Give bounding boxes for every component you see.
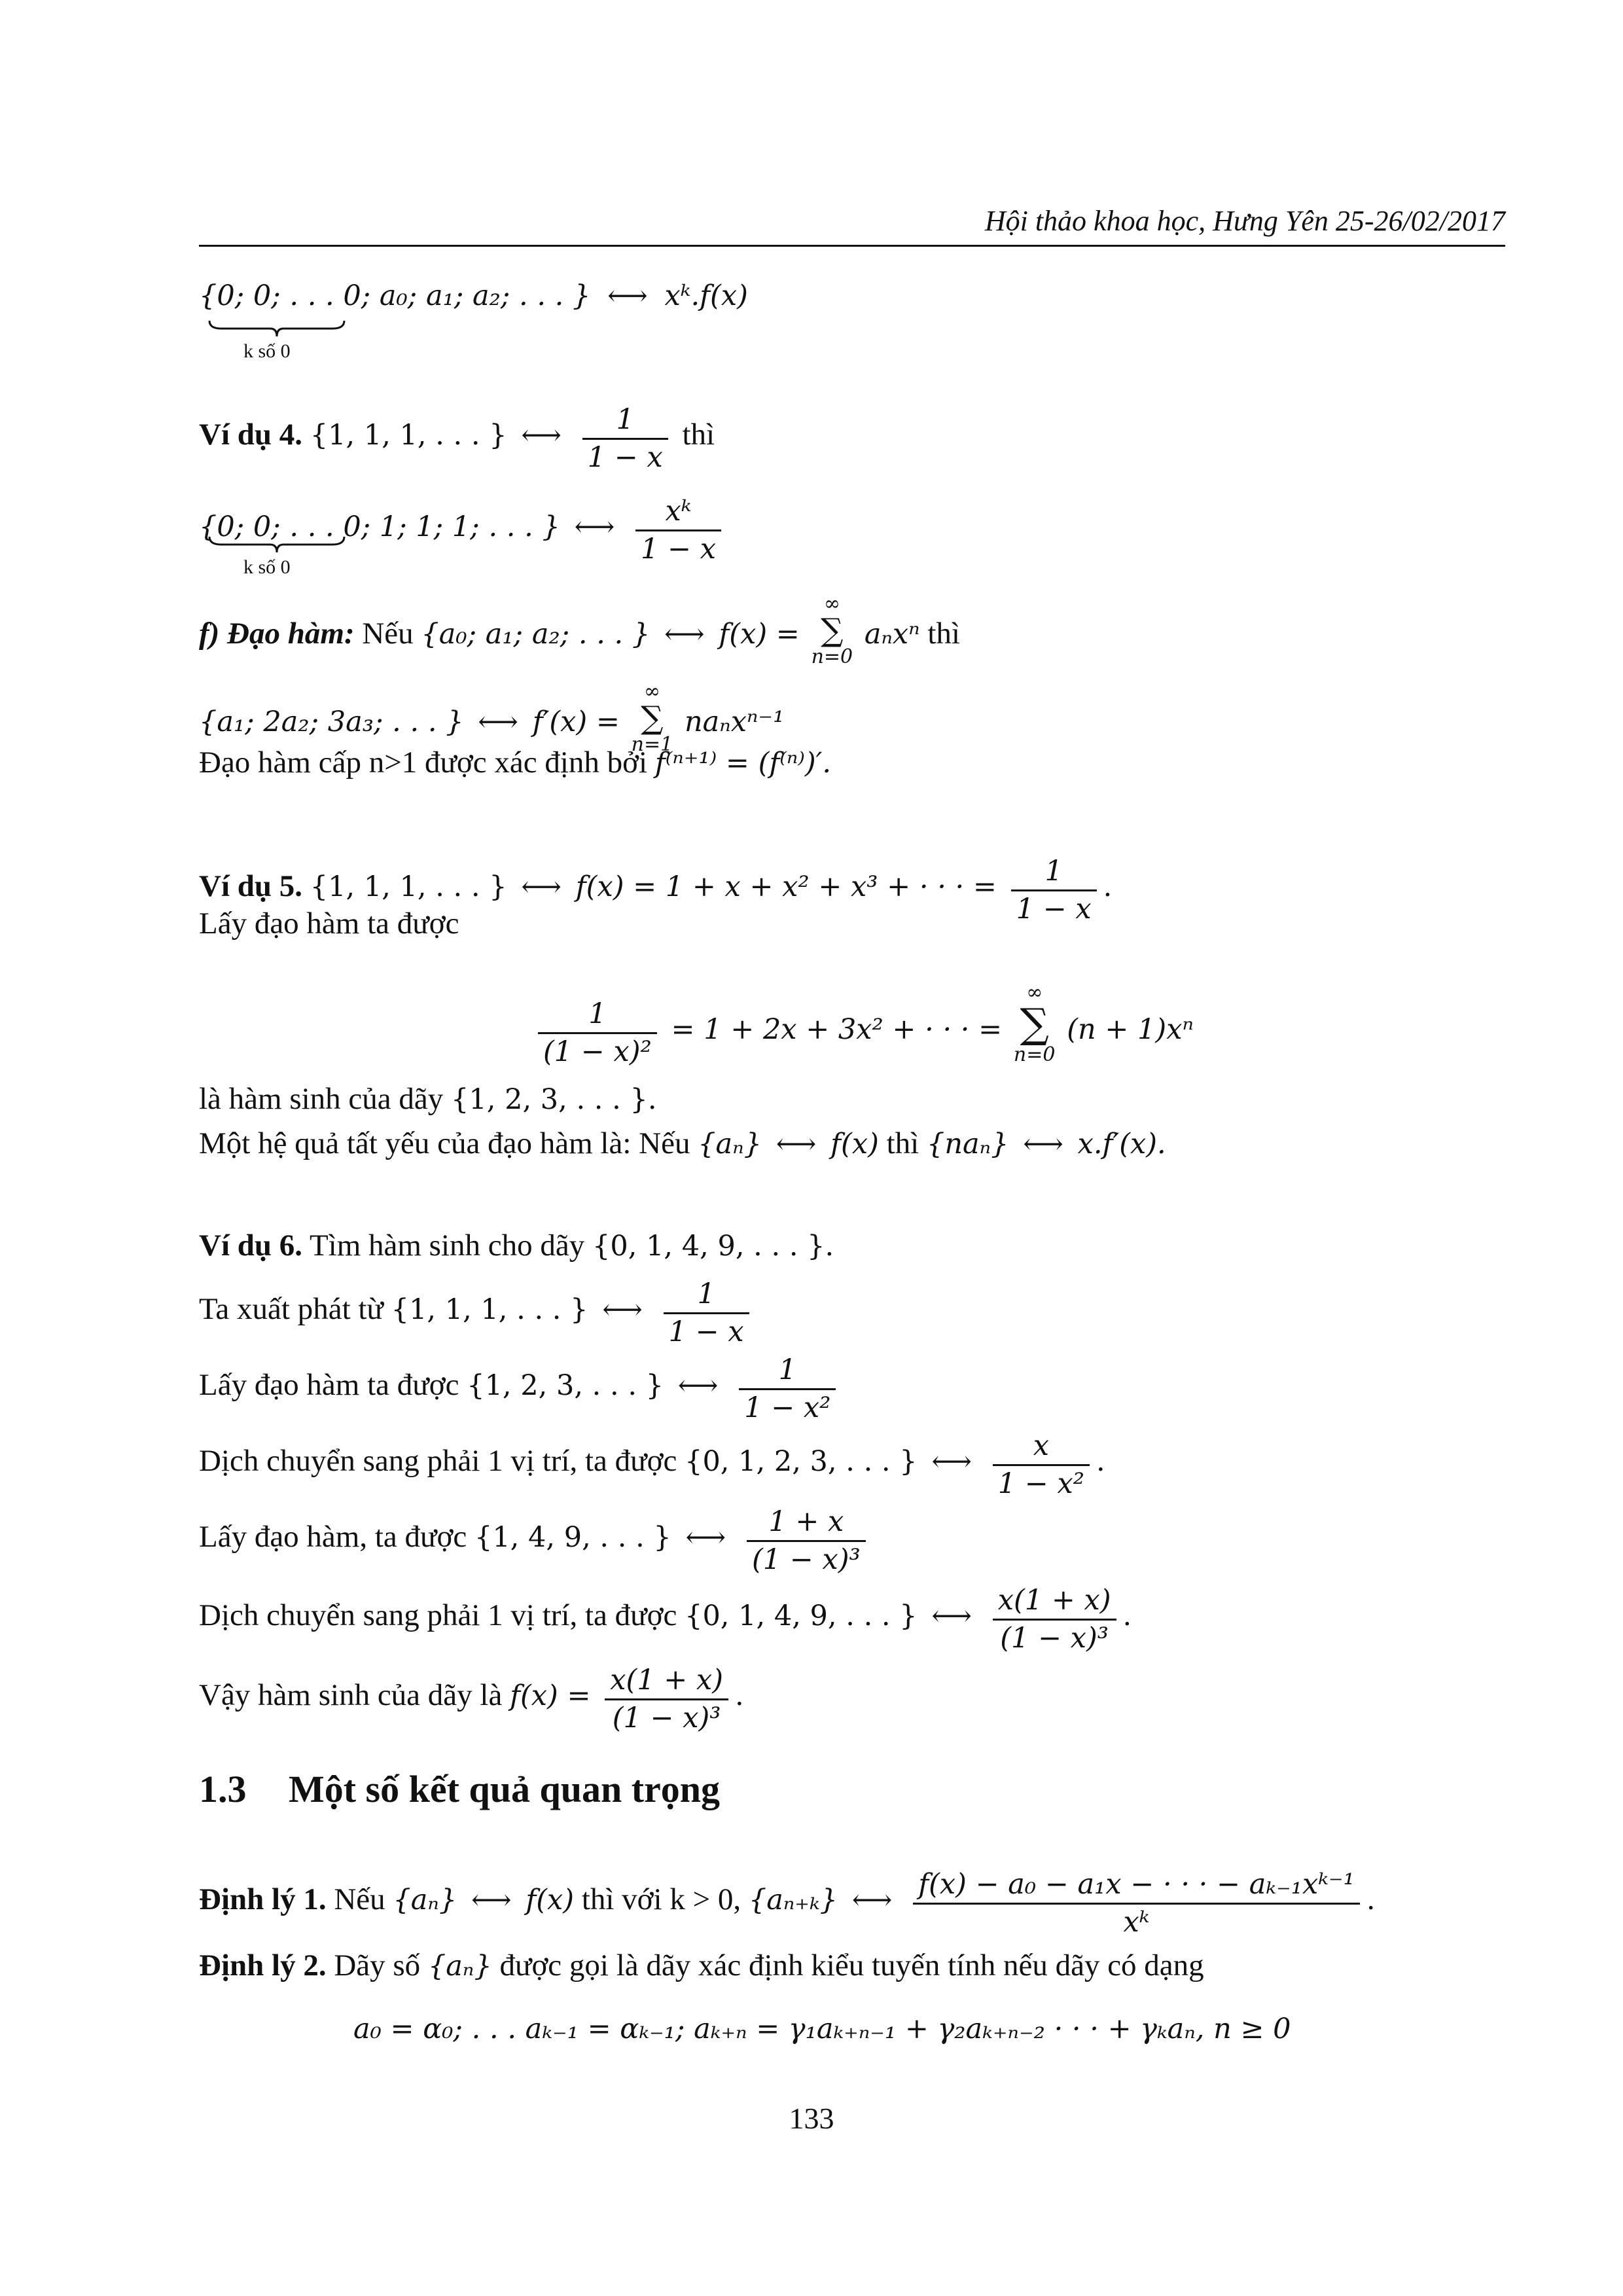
underbrace-icon [208,535,346,555]
step-text: Lấy đạo hàm ta được [199,1368,459,1402]
example6-intro: Tìm hàm sinh cho dãy [309,1229,585,1263]
shift-rule-lhs: {0; 0; . . . 0; a₀; a₁; a₂; . . . } [199,279,591,312]
underbrace-icon [208,319,346,339]
period: . [1096,1445,1105,1478]
derivative-line2 [199,681,784,755]
fraction-numerator: x [993,1432,1090,1466]
example6-intro-seq: {0, 1, 4, 9, . . . }. [592,1230,834,1263]
fraction-denominator: 1 − x [587,441,663,474]
step-fraction [739,1356,836,1422]
example4-line [199,403,715,474]
example5-line4-na: {naₙ} [926,1128,1009,1160]
arrow-symbol: ⟷ [1023,1128,1063,1160]
fraction-denominator: (1 − x)³ [751,1543,861,1576]
arrow-symbol: ⟷ [851,1884,893,1916]
fraction-numerator: 1 [582,406,668,440]
example4-fraction2 [635,497,721,564]
period: . [1366,1884,1376,1916]
theorem2-text2: được gọi là dãy xác định kiểu tuyến tính nếu dãy có dạng [499,1948,1204,1982]
theorem1-label: Định lý 1. [199,1882,327,1916]
example6-label: Ví dụ 6. [199,1229,303,1263]
example5-label: Ví dụ 5. [199,869,303,903]
arrow-symbol: ⟷ [685,1521,726,1554]
theorem1-shifted-seq: {aₙ₊ₖ} [748,1884,838,1916]
sum-lower: n=0 [811,645,853,668]
example5-line2: Lấy đạo hàm ta được [199,906,459,941]
step-text: Lấy đạo hàm, ta được [199,1520,467,1554]
arrow-symbol: ⟷ [677,1369,719,1402]
derivative-higher-formula: f⁽ⁿ⁺¹⁾ = (f⁽ⁿ⁾)′. [654,747,832,780]
derivative-term: aₙxⁿ [864,618,920,651]
example5-line4-text1: Một hệ quả tất yếu của đạo hàm là: Nếu [199,1126,690,1160]
derivative-text: Nếu [362,617,414,651]
arrow-symbol: ⟷ [664,618,705,651]
example5-fraction [1011,857,1097,924]
step-text: Ta xuất phát từ [199,1292,383,1326]
derivative-line [199,593,960,668]
example6-step6 [199,1666,744,1732]
arrow-symbol: ⟷ [478,706,518,738]
example6-line [199,1230,834,1261]
sum-symbol: ∞ ∑ n=0 [1013,981,1056,1066]
running-header: Hội thảo khoa học, Hưng Yên 25-26/02/2017 [984,205,1505,237]
step-fraction [747,1505,866,1576]
step-fraction [993,1429,1090,1500]
step-text: Dịch chuyển sang phải 1 vị trí, ta được [199,1598,677,1632]
example5-line4-text2: thì [886,1126,919,1160]
step-text: Dịch chuyển sang phải 1 vị trí, ta được [199,1444,677,1478]
sum-lower: n=0 [1013,1043,1056,1066]
underbrace-label: k số 0 [243,556,291,578]
period: . [1103,870,1113,903]
example4-fraction [582,403,668,474]
example5-line4-f: f(x) [830,1128,879,1160]
sum-upper: ∞ [643,680,660,703]
example5-display-equation [531,982,1194,1066]
theorem1-f: f(x) [526,1884,575,1916]
fraction-denominator: 1 − x [640,533,716,565]
theorem2-line [199,1950,1204,1981]
example6-step1 [199,1280,756,1346]
fraction-denominator: 1 − x [668,1316,744,1348]
arrow-symbol: ⟷ [602,1293,643,1326]
example5-line4-res: x.f′(x). [1077,1128,1166,1160]
sum-upper: ∞ [1026,981,1043,1004]
fraction-numerator: f(x) − a₀ − a₁x − · · · − aₖ₋₁xᵏ⁻¹ [913,1871,1360,1905]
fraction-numerator: 1 [538,1000,657,1034]
step-seq: {0, 1, 4, 9, . . . } [685,1600,918,1632]
step-text: Vậy hàm sinh của dãy là [199,1678,503,1712]
fraction-numerator: 1 [1011,857,1097,891]
fraction-denominator: (1 − x)³ [1000,1622,1109,1655]
fraction-numerator: 1 [739,1356,836,1390]
arrow-symbol: ⟷ [931,1445,972,1478]
arrow-symbol: ⟷ [521,419,562,452]
display-fraction [538,997,657,1068]
step-fraction [993,1584,1116,1655]
example5-line3-text: là hàm sinh của dãy [199,1082,444,1116]
display-expr: = 1 + 2x + 3x² + · · · = [671,1013,1003,1046]
derivative-fx: f(x) = [719,618,800,651]
derivative-label: f) Đạo hàm: [199,617,355,651]
step-seq: {1, 2, 3, . . . } [467,1369,664,1402]
fraction-denominator: 1 − x² [744,1391,831,1424]
derivative-seq: {a₀; a₁; a₂; . . . } [421,618,651,651]
derivative-seq2: {a₁; 2a₂; 3a₃; . . . } [199,706,464,738]
example4-seq2: {0; 0; . . . 0; 1; 1; 1; . . . } [199,511,560,543]
example4-tail: thì [682,418,715,452]
shift-rule-rhs: xᵏ.f(x) [664,279,748,312]
fraction-denominator: (1 − x)² [543,1035,652,1068]
fraction-numerator: 1 + x [747,1508,866,1542]
theorem1-text1: Nếu [334,1882,385,1916]
example5-line3 [199,1084,657,1115]
derivative-fpx: f′(x) = [532,706,620,738]
example4-label: Ví dụ 4. [199,418,303,452]
theorem1-text2: thì với k > 0, [581,1882,741,1916]
arrow-symbol: ⟷ [521,870,562,903]
derivative-term2: naₙxⁿ⁻¹ [684,706,785,738]
theorem2-label: Định lý 2. [199,1948,327,1982]
step-f: f(x) = [510,1679,591,1712]
fraction-numerator: xᵏ [635,497,721,531]
step-fraction [605,1666,728,1732]
fraction-numerator: 1 [664,1280,749,1314]
fraction-numerator: x(1 + x) [605,1666,728,1700]
section-heading [199,1767,720,1811]
sum-upper: ∞ [823,592,840,615]
arrow-symbol: ⟷ [931,1600,972,1632]
derivative-tail: thì [927,617,960,651]
theorem2-seq: {aₙ} [427,1950,492,1982]
section-number: 1.3 [199,1768,247,1810]
example6-step2 [199,1356,842,1422]
step-seq: {1, 1, 1, . . . } [391,1293,588,1326]
example5-line4-a: {aₙ} [698,1128,762,1160]
fraction-denominator: 1 − x² [997,1467,1084,1500]
derivative-higher-text: Đạo hàm cấp n>1 được xác định bởi [199,745,648,780]
theorem1-seq: {aₙ} [393,1884,457,1916]
example5-expr: f(x) = 1 + x + x² + x³ + · · · = [575,870,997,903]
example5-line4 [199,1128,1166,1159]
example5-line3-seq: {1, 2, 3, . . . }. [451,1083,657,1116]
underbrace-label: k số 0 [243,340,291,362]
period: . [735,1679,744,1712]
fraction-denominator: xᵏ [1123,1906,1150,1939]
section-title: Một số kết quả quan trọng [289,1768,721,1810]
header-rule [199,245,1505,247]
theorem2-formula: a₀ = α₀; . . . aₖ₋₁ = αₖ₋₁; aₖ₊ₙ = γ₁aₖ₊ₙ₋₁ + γ₂aₖ₊ₙ₋₂ · · · + γₖaₙ, n ≥ 0 [353,2013,1291,2045]
arrow-symbol: ⟷ [574,511,615,543]
display-term: (n + 1)xⁿ [1067,1013,1194,1046]
theorem1-line [199,1868,1376,1939]
page-number: 133 [789,2102,834,2135]
arrow-symbol: ⟷ [776,1128,817,1160]
theorem2-text1: Dãy số [334,1948,421,1982]
step-seq: {0, 1, 2, 3, . . . } [685,1445,918,1478]
shift-rule-line [199,280,748,311]
example4-seq: {1, 1, 1, . . . } [310,419,507,452]
example5-seq: {1, 1, 1, . . . } [310,870,507,903]
derivative-higher-line [199,747,831,778]
arrow-symbol: ⟷ [607,279,648,312]
theorem1-fraction [913,1868,1360,1939]
step-seq: {1, 4, 9, . . . } [474,1521,671,1554]
sum-symbol: ∞ ∑ n=1 [631,680,673,756]
fraction-denominator: 1 − x [1016,893,1092,925]
step-fraction [664,1280,749,1346]
theorem2-formula-line [353,2013,1291,2044]
period: . [1122,1600,1132,1632]
arrow-symbol: ⟷ [471,1884,512,1916]
fraction-numerator: x(1 + x) [993,1587,1116,1621]
example6-step5 [199,1584,1132,1655]
sum-symbol: ∞ ∑ n=0 [811,592,853,668]
sum-lower: n=1 [631,733,673,756]
example6-step3 [199,1429,1105,1500]
fraction-denominator: (1 − x)³ [612,1702,721,1734]
example6-step4 [199,1505,872,1576]
